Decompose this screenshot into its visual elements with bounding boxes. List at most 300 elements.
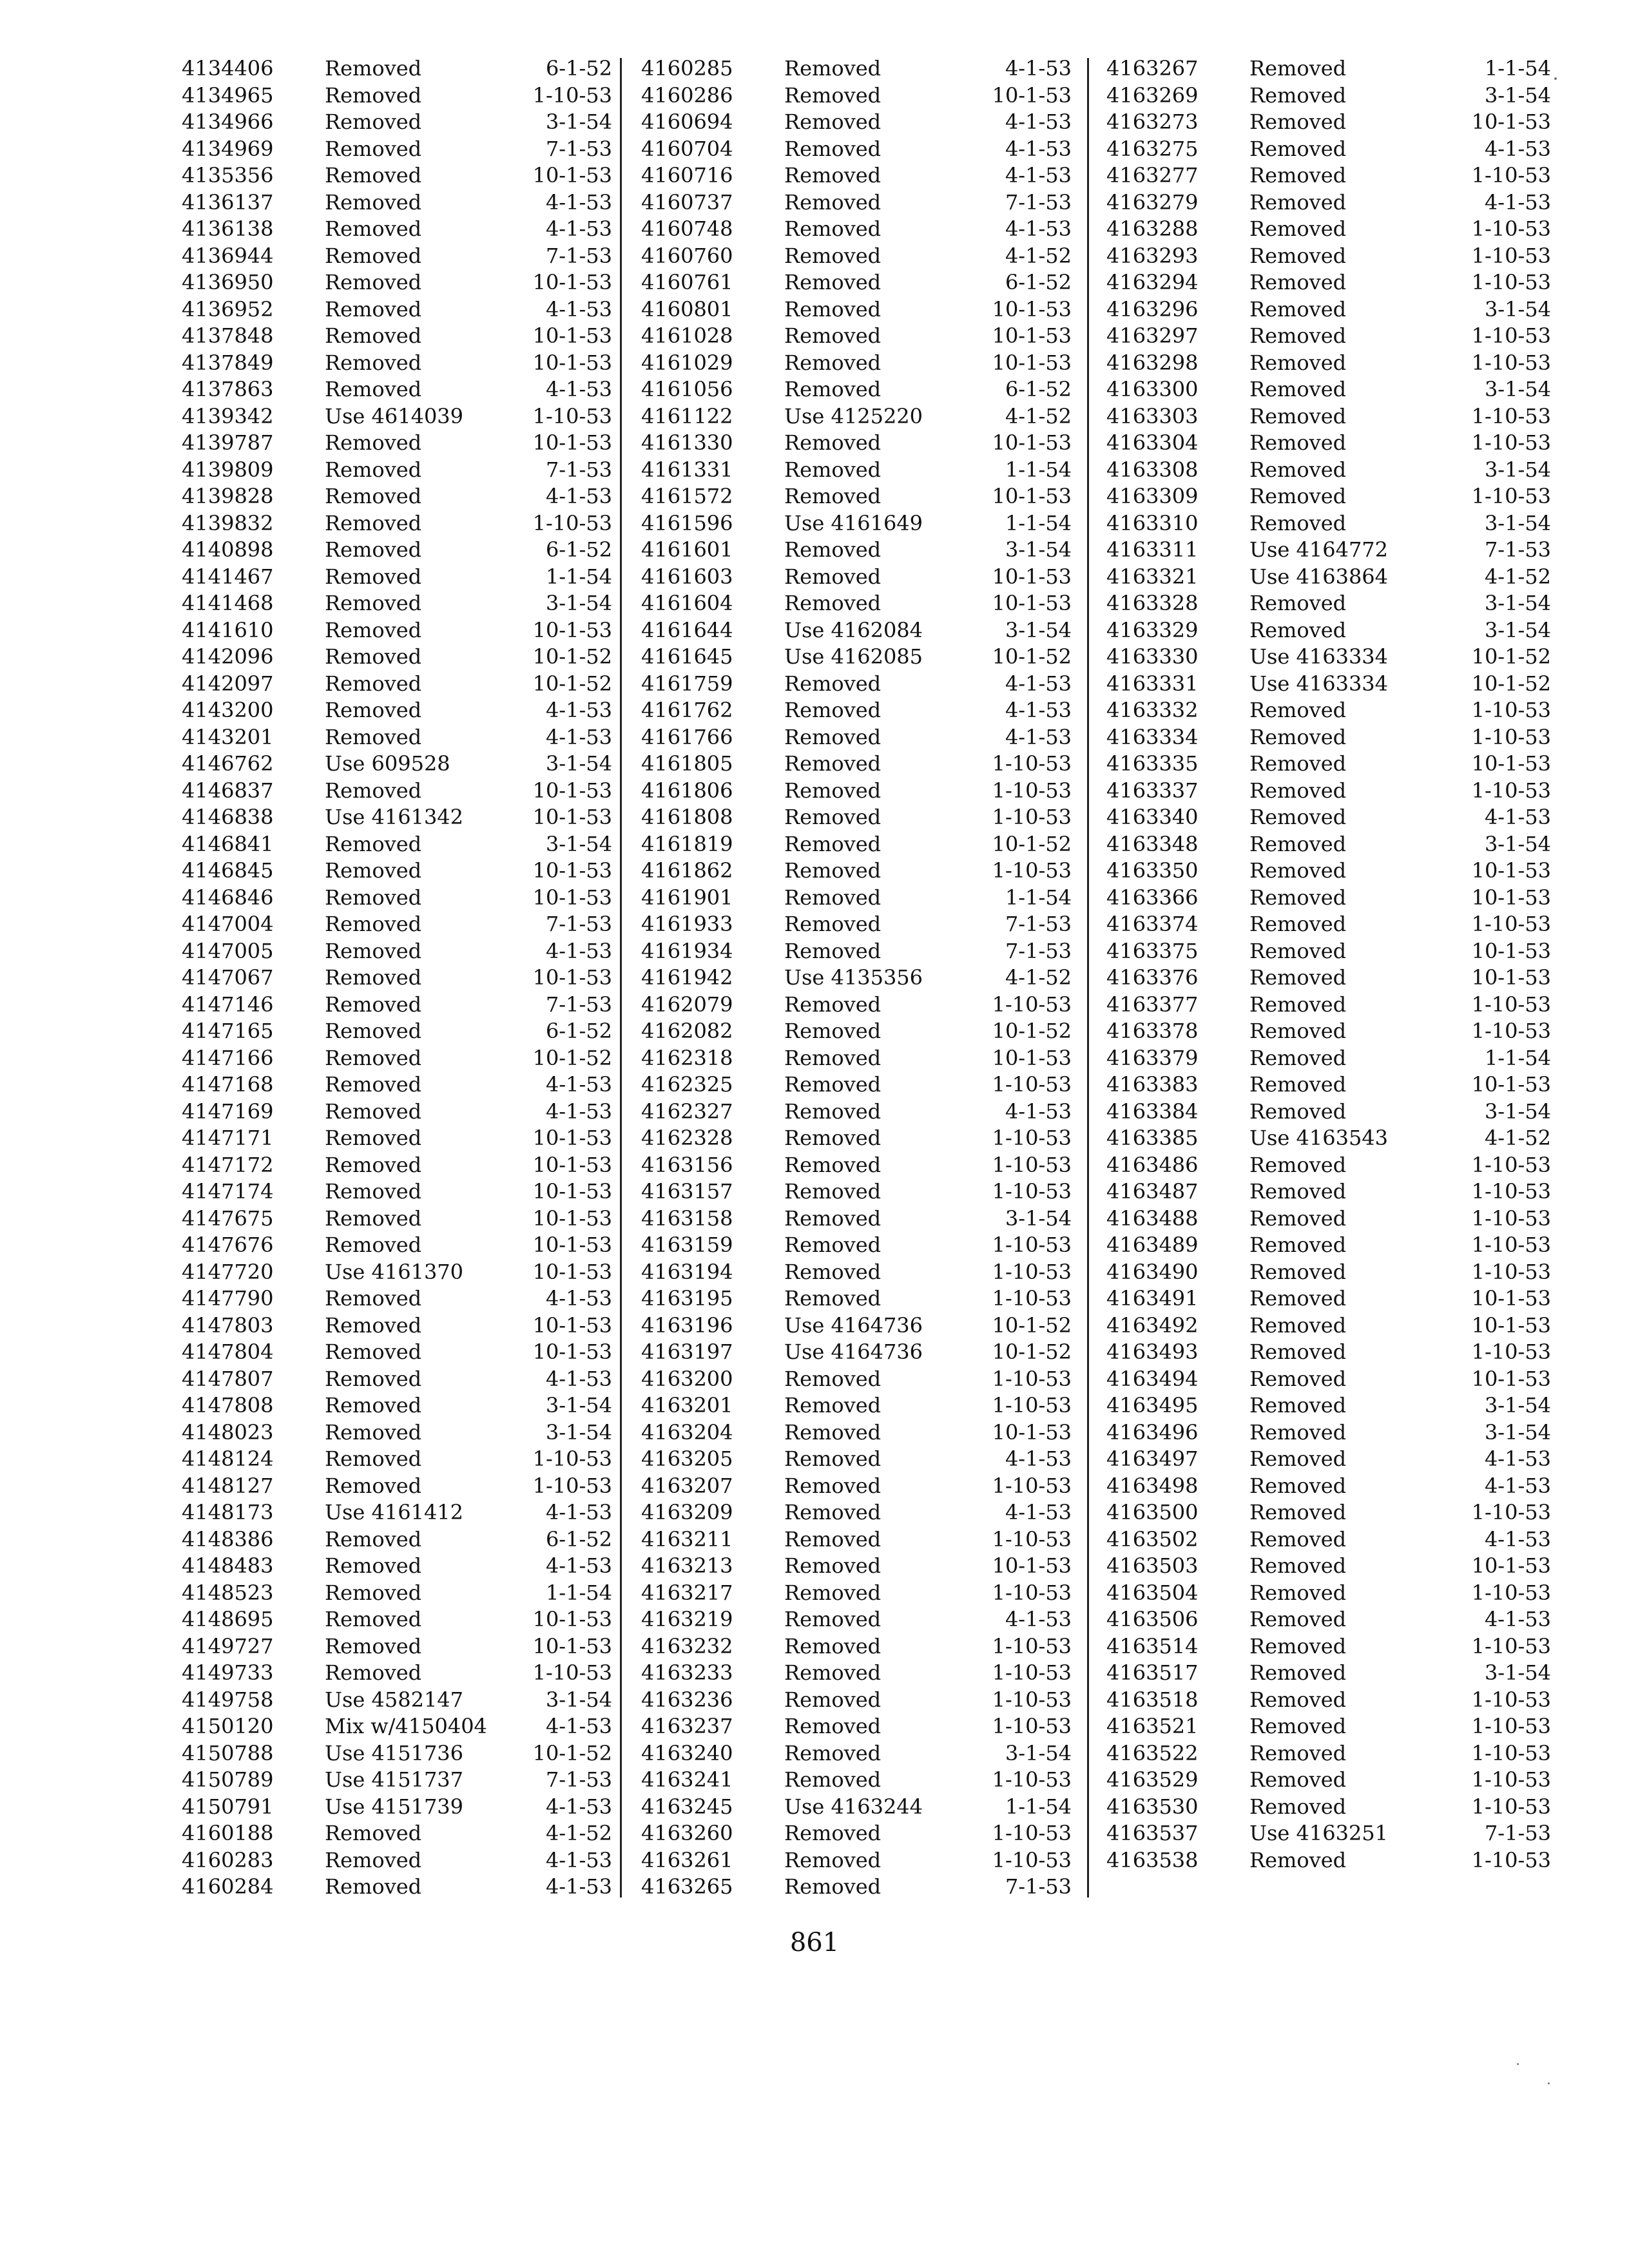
table-row: [641, 644, 1086, 671]
part-number: 4142096: [182, 644, 274, 669]
effective-date: 1-10-53: [1471, 1259, 1551, 1284]
effective-date: 1-10-53: [992, 751, 1072, 776]
effective-date: 7-1-53: [545, 136, 612, 161]
effective-date: 3-1-54: [1484, 1660, 1551, 1685]
part-number: 4163486: [1106, 1152, 1199, 1177]
effective-date: 4-1-53: [1005, 56, 1072, 81]
part-number: 4142097: [182, 671, 274, 696]
table-row: [641, 590, 1086, 617]
action-text: Removed: [784, 243, 882, 268]
action-text: Removed: [784, 992, 882, 1017]
print-speck: [1554, 77, 1557, 80]
table-row: [1106, 671, 1551, 698]
part-number: 4160801: [641, 296, 733, 322]
table-row: [641, 911, 1086, 938]
table-row: [641, 1740, 1086, 1767]
part-number: 4147146: [182, 992, 274, 1017]
table-row: [1106, 885, 1551, 912]
table-row: [1106, 55, 1551, 82]
part-number: 4147808: [182, 1393, 274, 1418]
table-row: [1106, 1018, 1551, 1045]
part-number: 4150791: [182, 1794, 274, 1819]
part-number: 4163300: [1106, 377, 1199, 401]
action-text: Removed: [784, 1473, 882, 1498]
effective-date: 10-1-52: [1471, 671, 1551, 696]
part-number: 4163158: [641, 1206, 733, 1231]
action-text: Removed: [784, 938, 882, 963]
table-row: [182, 483, 626, 510]
effective-date: 10-1-53: [992, 350, 1072, 375]
part-number: 4147171: [182, 1126, 274, 1150]
table-row: [641, 483, 1086, 510]
part-number: 4147675: [182, 1206, 274, 1231]
table-row: [182, 724, 626, 751]
effective-date: 1-10-53: [532, 403, 612, 428]
part-number: 4163201: [641, 1393, 733, 1418]
table-row: [1106, 510, 1551, 537]
part-number: 4147169: [182, 1099, 274, 1124]
effective-date: 1-10-53: [1471, 1767, 1551, 1792]
table-row: [1106, 1499, 1551, 1526]
action-text: Removed: [784, 1233, 882, 1257]
table-row: [182, 911, 626, 938]
action-text: Removed: [784, 1500, 882, 1524]
table-row: [182, 644, 626, 671]
table-row: [182, 403, 626, 430]
part-number: 4163521: [1106, 1714, 1199, 1738]
action-text: Removed: [325, 1019, 422, 1043]
action-text: Removed: [325, 189, 422, 215]
part-number: 4163273: [1106, 110, 1199, 134]
effective-date: 10-1-53: [532, 1152, 612, 1177]
table-row: [182, 1446, 626, 1473]
table-row: [1106, 1473, 1551, 1500]
effective-date: 10-1-53: [532, 1312, 612, 1338]
effective-date: 10-1-52: [1471, 644, 1551, 669]
part-number: 4160283: [182, 1847, 274, 1872]
table-row: [641, 831, 1086, 858]
part-number: 4149733: [182, 1660, 274, 1685]
table-row: [641, 1820, 1086, 1847]
action-text: Removed: [325, 1312, 422, 1338]
effective-date: 3-1-54: [1005, 1740, 1072, 1765]
part-number: 4161819: [641, 831, 733, 856]
part-number: 4161901: [641, 885, 733, 910]
part-number: 4163385: [1106, 1126, 1199, 1150]
part-number: 4146845: [182, 858, 274, 883]
part-number: 4135356: [182, 163, 274, 187]
table-row: [1106, 697, 1551, 724]
part-number: 4163204: [641, 1419, 733, 1445]
table-row: [641, 617, 1086, 644]
part-number: 4161572: [641, 484, 733, 508]
table-row: [641, 1419, 1086, 1446]
part-number: 4163156: [641, 1152, 733, 1177]
part-number: 4160704: [641, 136, 733, 161]
action-text: Removed: [784, 1580, 882, 1605]
effective-date: 1-1-54: [1484, 1045, 1551, 1070]
action-text: Removed: [784, 1126, 882, 1150]
table-row: [182, 55, 626, 82]
action-text: Removed: [325, 56, 422, 81]
part-number: 4141467: [182, 564, 274, 589]
action-text: Removed: [1249, 1152, 1347, 1177]
effective-date: 6-1-52: [545, 56, 612, 81]
table-row: [641, 82, 1086, 110]
part-number: 4163219: [641, 1607, 733, 1631]
action-text: Removed: [325, 644, 422, 669]
effective-date: 1-10-53: [992, 1179, 1072, 1204]
effective-date: 1-10-53: [1471, 1233, 1551, 1257]
part-number: 4161808: [641, 805, 733, 829]
effective-date: 7-1-53: [1005, 912, 1072, 936]
action-text: Removed: [1249, 1526, 1347, 1552]
effective-date: 1-10-53: [992, 778, 1072, 803]
part-number: 4163296: [1106, 296, 1199, 322]
part-number: 4160286: [641, 82, 733, 108]
table-row: [1106, 1392, 1551, 1419]
effective-date: 3-1-54: [1484, 82, 1551, 108]
part-number: 4163487: [1106, 1179, 1199, 1204]
part-number: 4146838: [182, 805, 274, 829]
table-row: [1106, 1580, 1551, 1607]
action-text: Removed: [325, 457, 422, 482]
table-row: [641, 1580, 1086, 1607]
action-text: Removed: [325, 1340, 422, 1364]
action-text: Removed: [1249, 56, 1347, 81]
part-number: 4147804: [182, 1340, 274, 1364]
effective-date: 1-10-53: [992, 1366, 1072, 1391]
action-text: Removed: [784, 885, 882, 910]
effective-date: 10-1-53: [532, 1233, 612, 1257]
table-row: [182, 564, 626, 591]
effective-date: 1-10-53: [992, 1072, 1072, 1097]
part-number: 4163303: [1106, 403, 1199, 428]
action-text: Removed: [325, 82, 422, 108]
effective-date: 1-10-53: [1471, 243, 1551, 268]
part-number: 4163265: [641, 1874, 733, 1899]
table-row: [641, 1606, 1086, 1633]
table-row: [1106, 1178, 1551, 1206]
action-text: Use 4161649: [784, 510, 923, 535]
effective-date: 4-1-53: [1484, 1446, 1551, 1471]
action-text: Removed: [1249, 1580, 1347, 1605]
action-text: Removed: [325, 377, 422, 401]
table-row: [182, 1392, 626, 1419]
table-row: [182, 1713, 626, 1740]
action-text: Removed: [325, 1099, 422, 1124]
effective-date: 3-1-54: [545, 1687, 612, 1712]
action-text: Removed: [1249, 1099, 1347, 1124]
action-text: Use 4151737: [325, 1767, 464, 1792]
part-number: 4146846: [182, 885, 274, 910]
effective-date: 4-1-53: [545, 1794, 612, 1819]
action-text: Removed: [1249, 912, 1347, 936]
effective-date: 1-1-54: [1005, 885, 1072, 910]
part-number: 4147165: [182, 1019, 274, 1043]
part-number: 4163496: [1106, 1419, 1199, 1445]
table-row: [641, 1713, 1086, 1740]
table-row: [1106, 162, 1551, 189]
part-number: 4163497: [1106, 1446, 1199, 1471]
action-text: Removed: [1249, 296, 1347, 322]
effective-date: 4-1-53: [545, 724, 612, 749]
part-number: 4134406: [182, 56, 274, 81]
action-text: Removed: [1249, 377, 1347, 401]
effective-date: 1-10-53: [1471, 270, 1551, 294]
action-text: Removed: [1249, 617, 1347, 642]
effective-date: 4-1-53: [1005, 216, 1072, 241]
table-row: [641, 1232, 1086, 1259]
part-number: 4163379: [1106, 1045, 1199, 1070]
part-number: 4161029: [641, 350, 733, 375]
table-row: [641, 1099, 1086, 1126]
action-text: Removed: [784, 671, 882, 696]
action-text: Removed: [1249, 1366, 1347, 1391]
action-text: Removed: [784, 1714, 882, 1738]
action-text: Removed: [784, 1152, 882, 1177]
effective-date: 3-1-54: [1484, 1419, 1551, 1445]
action-text: Use 4161342: [325, 805, 464, 829]
part-number: 4163195: [641, 1286, 733, 1311]
part-number: 4163207: [641, 1473, 733, 1498]
table-row: [641, 109, 1086, 136]
table-row: [1106, 1687, 1551, 1714]
action-text: Removed: [325, 1393, 422, 1418]
table-row: [1106, 1633, 1551, 1660]
action-text: Removed: [1249, 1607, 1347, 1631]
table-row: [182, 1740, 626, 1767]
part-number: 4163488: [1106, 1206, 1199, 1231]
effective-date: 6-1-52: [1005, 377, 1072, 401]
part-number: 4163277: [1106, 163, 1199, 187]
part-number: 4163538: [1106, 1847, 1199, 1872]
part-number: 4163493: [1106, 1340, 1199, 1364]
part-number: 4161596: [641, 510, 733, 535]
part-number: 4163504: [1106, 1580, 1199, 1605]
effective-date: 10-1-53: [992, 484, 1072, 508]
action-text: Removed: [325, 1660, 422, 1685]
effective-date: 4-1-52: [1484, 564, 1551, 589]
effective-date: 1-10-53: [1471, 1206, 1551, 1231]
effective-date: 10-1-52: [992, 1312, 1072, 1338]
part-number: 4161762: [641, 698, 733, 722]
effective-date: 4-1-53: [1005, 1446, 1072, 1471]
action-text: Removed: [1249, 1633, 1347, 1658]
action-text: Removed: [1249, 1179, 1347, 1204]
table-row: [182, 1178, 626, 1206]
table-row: [1106, 1794, 1551, 1821]
effective-date: 4-1-53: [1005, 1607, 1072, 1631]
part-number: 4163489: [1106, 1233, 1199, 1257]
table-row: [182, 1312, 626, 1340]
table-row: [182, 376, 626, 403]
table-row: [1106, 82, 1551, 110]
action-text: Removed: [325, 1526, 422, 1552]
part-number: 4160285: [641, 56, 733, 81]
effective-date: 10-1-53: [992, 564, 1072, 589]
action-text: Removed: [784, 1526, 882, 1552]
action-text: Removed: [1249, 1019, 1347, 1043]
effective-date: 1-10-53: [1471, 1740, 1551, 1765]
action-text: Removed: [1249, 110, 1347, 134]
part-number: 4163537: [1106, 1821, 1199, 1845]
part-number: 4147005: [182, 938, 274, 963]
action-text: Use 4582147: [325, 1687, 464, 1712]
part-number: 4136944: [182, 243, 274, 268]
action-text: Removed: [325, 243, 422, 268]
action-text: Use 4614039: [325, 403, 464, 428]
action-text: Removed: [784, 1045, 882, 1070]
part-number: 4162328: [641, 1126, 733, 1150]
table-row: [1106, 269, 1551, 296]
action-text: Removed: [1249, 136, 1347, 161]
action-text: Removed: [1249, 323, 1347, 348]
effective-date: 10-1-53: [532, 617, 612, 642]
table-row: [182, 510, 626, 537]
table-row: [182, 1606, 626, 1633]
action-text: Removed: [325, 1045, 422, 1070]
part-number: 4139828: [182, 484, 274, 508]
part-number: 4148523: [182, 1580, 274, 1605]
table-row: [1106, 376, 1551, 403]
action-text: Use 4161370: [325, 1259, 464, 1284]
effective-date: 3-1-54: [1484, 1099, 1551, 1124]
table-row: [1106, 724, 1551, 751]
effective-date: 7-1-53: [545, 992, 612, 1017]
table-row: [182, 1339, 626, 1366]
part-number: 4163261: [641, 1847, 733, 1872]
action-text: Removed: [784, 270, 882, 294]
part-number: 4163383: [1106, 1072, 1199, 1097]
action-text: Removed: [784, 163, 882, 187]
effective-date: 10-1-53: [532, 430, 612, 455]
effective-date: 4-1-53: [1484, 136, 1551, 161]
action-text: Removed: [1249, 724, 1347, 749]
action-text: Removed: [784, 1179, 882, 1204]
action-text: Removed: [1249, 510, 1347, 535]
action-text: Removed: [784, 216, 882, 241]
action-text: Removed: [1249, 858, 1347, 883]
part-number: 4163337: [1106, 778, 1199, 803]
effective-date: 10-1-53: [532, 270, 612, 294]
part-number: 4163331: [1106, 671, 1199, 696]
part-number: 4163237: [641, 1714, 733, 1738]
table-row: [1106, 1419, 1551, 1446]
effective-date: 1-10-53: [1471, 912, 1551, 936]
table-row: [641, 965, 1086, 992]
action-text: Removed: [784, 484, 882, 508]
part-number: 4163157: [641, 1179, 733, 1204]
action-text: Removed: [1249, 805, 1347, 829]
table-row: [182, 1072, 626, 1099]
part-number: 4163304: [1106, 430, 1199, 455]
part-number: 4163194: [641, 1259, 733, 1284]
part-number: 4163298: [1106, 350, 1199, 375]
action-text: Removed: [325, 1874, 422, 1899]
effective-date: 10-1-53: [992, 296, 1072, 322]
effective-date: 7-1-53: [545, 243, 612, 268]
table-row: [182, 296, 626, 323]
table-row: [1106, 1366, 1551, 1393]
effective-date: 10-1-53: [532, 163, 612, 187]
part-number: 4139787: [182, 430, 274, 455]
effective-date: 1-10-53: [992, 1152, 1072, 1177]
effective-date: 10-1-53: [1471, 1312, 1551, 1338]
action-text: Removed: [1249, 270, 1347, 294]
part-number: 4137848: [182, 323, 274, 348]
table-row: [182, 323, 626, 350]
table-row: [1106, 537, 1551, 564]
table-row: [1106, 1553, 1551, 1580]
part-number: 4163232: [641, 1633, 733, 1658]
part-number: 4160284: [182, 1874, 274, 1899]
part-number: 4140898: [182, 537, 274, 562]
table-row: [1106, 457, 1551, 484]
action-text: Removed: [1249, 992, 1347, 1017]
action-text: Removed: [784, 564, 882, 589]
effective-date: 1-10-53: [1471, 1794, 1551, 1819]
effective-date: 10-1-53: [532, 1607, 612, 1631]
action-text: Removed: [784, 778, 882, 803]
effective-date: 10-1-53: [532, 350, 612, 375]
part-number: 4161330: [641, 430, 733, 455]
table-row: [182, 1820, 626, 1847]
action-text: Removed: [325, 1847, 422, 1872]
part-number: 4163366: [1106, 885, 1199, 910]
part-number: 4163240: [641, 1740, 733, 1765]
effective-date: 4-1-53: [545, 216, 612, 241]
table-row: [641, 55, 1086, 82]
part-number: 4162325: [641, 1072, 733, 1097]
table-row: [182, 269, 626, 296]
part-number: 4161644: [641, 617, 733, 642]
action-text: Removed: [325, 1179, 422, 1204]
part-number: 4163196: [641, 1312, 733, 1338]
table-row: [641, 1285, 1086, 1312]
action-text: Removed: [784, 1072, 882, 1097]
effective-date: 1-10-53: [1471, 350, 1551, 375]
effective-date: 1-10-53: [1471, 1633, 1551, 1658]
part-number: 4161933: [641, 912, 733, 936]
effective-date: 4-1-53: [1005, 136, 1072, 161]
part-number: 4161862: [641, 858, 733, 883]
part-number: 4163503: [1106, 1553, 1199, 1578]
effective-date: 7-1-53: [1005, 189, 1072, 215]
effective-date: 10-1-52: [532, 644, 612, 669]
part-number: 4149758: [182, 1687, 274, 1712]
effective-date: 4-1-53: [545, 377, 612, 401]
effective-date: 3-1-54: [545, 831, 612, 856]
action-text: Removed: [325, 724, 422, 749]
action-text: Removed: [1249, 965, 1347, 990]
column-divider-2: [1087, 58, 1089, 1898]
effective-date: 1-10-53: [992, 1233, 1072, 1257]
table-row: [182, 243, 626, 270]
table-row: [182, 1419, 626, 1446]
effective-date: 4-1-53: [545, 1099, 612, 1124]
table-row: [641, 1125, 1086, 1152]
action-text: Removed: [784, 1687, 882, 1712]
part-number: 4139809: [182, 457, 274, 482]
effective-date: 1-1-54: [545, 564, 612, 589]
table-row: [1106, 1232, 1551, 1259]
part-number: 4148023: [182, 1419, 274, 1445]
table-row: [641, 1633, 1086, 1660]
effective-date: 10-1-52: [532, 671, 612, 696]
part-number: 4147803: [182, 1312, 274, 1338]
effective-date: 7-1-53: [1005, 938, 1072, 963]
